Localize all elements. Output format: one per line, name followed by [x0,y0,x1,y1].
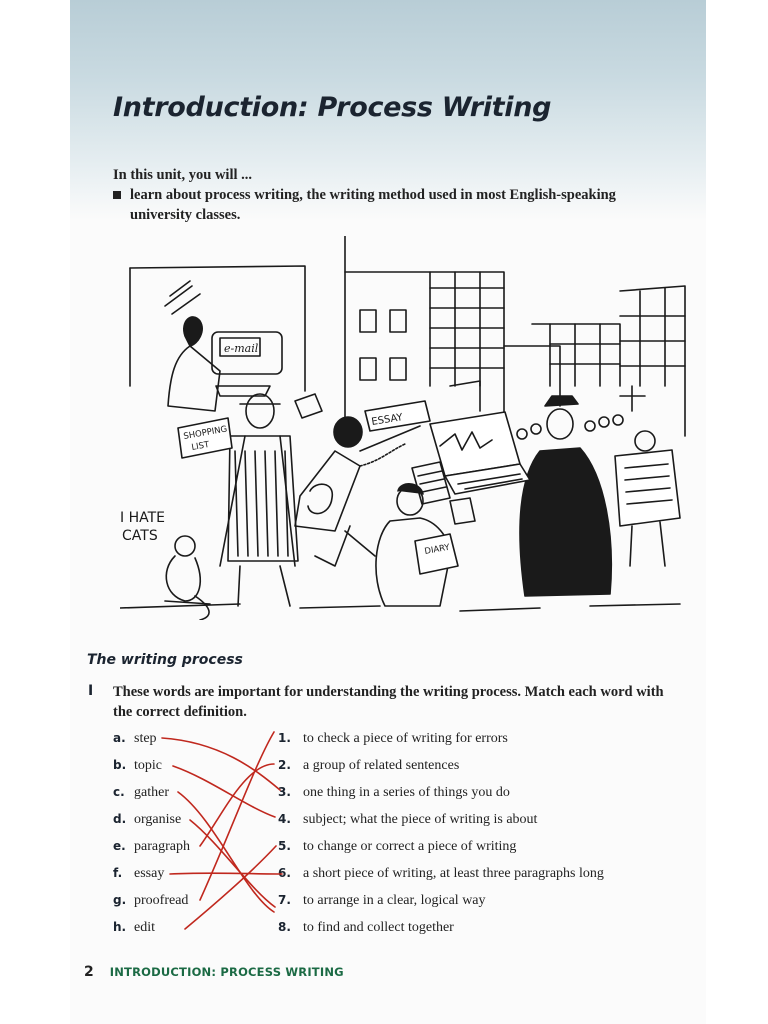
word-text: essay [134,866,165,881]
word-text: organise [134,812,182,827]
definition-text: a group of related sentences [303,758,460,773]
man-with-newspaper [615,431,680,566]
i-hate-cats-line1: I HATE [120,510,165,526]
email-label: e-mail [224,342,259,355]
definition-number: 7. [278,893,291,907]
definition-number: 5. [278,839,291,853]
match-line [170,873,282,874]
page-number: 2 [84,964,94,980]
woman-with-diary [376,484,458,606]
word-text: edit [134,920,155,935]
word-letter: c. [113,785,125,799]
match-line [200,732,274,900]
diary-label: DIARY [423,542,451,557]
page-title: Introduction: Process Writing [113,92,552,123]
word-letter: f. [113,866,123,880]
word-letter: e. [113,839,126,853]
word-text: paragraph [134,839,190,854]
running-title: INTRODUCTION: PROCESS WRITING [109,965,344,979]
word-text: step [134,731,157,746]
ground-line [120,604,680,611]
essay-label: ESSAY [370,412,404,428]
woman-at-computer [168,317,282,411]
mouse-figure [165,536,210,620]
background-crowd [517,415,623,439]
definition-number: 8. [278,920,291,934]
definition-number: 1. [278,731,291,745]
definition-text: one thing in a series of things you do [303,785,510,800]
definition-text: subject; what the piece of writing is about [303,812,538,827]
section-heading: The writing process [87,652,243,668]
word-text: gather [134,785,169,800]
i-hate-cats-line2: CATS [122,528,158,544]
definition-text: to check a piece of writing for errors [303,731,508,746]
man-with-shopping-list [178,394,298,606]
shopping-list-label-line2: LIST [190,440,211,453]
page-footer [84,964,344,980]
window-glare [165,281,200,314]
definition-number: 6. [278,866,291,880]
match-line [162,738,280,790]
matching-lines [70,724,706,940]
definition-text: to change or correct a piece of writing [303,839,517,854]
definition-number: 3. [278,785,291,799]
right-scan-margin [706,0,768,1024]
word-letter: g. [113,893,127,907]
textbook-page [70,0,706,1024]
shopping-list-label-line1: SHOPPING [182,424,229,442]
unit-intro-lead: In this unit, you will ... [113,167,253,183]
exercise-instruction: These words are important for understanding the writing process. Match each word with the correct definition. [113,684,664,720]
definition-number: 4. [278,812,291,826]
window-frame [130,266,305,391]
word-text: proofread [134,893,189,908]
word-letter: d. [113,812,127,826]
word-letter: b. [113,758,127,772]
definition-text: a short piece of writing, at least three paragraphs long [303,866,604,881]
i-hate-cats-sign [120,510,165,544]
definition-text: to arrange in a clear, logical way [303,893,486,908]
cartoon-illustration [120,236,694,620]
word-letter: h. [113,920,127,934]
word-letter: a. [113,731,126,745]
unit-objective-text: learn about process writing, the writing method used in most English-speaking university classes. [130,187,616,223]
square-bullet-icon [113,191,121,199]
exercise-number: I [88,683,94,699]
left-scan-margin [0,0,70,1024]
definition-number: 2. [278,758,291,772]
definition-text: to find and collect together [303,920,454,935]
word-text: topic [134,758,162,773]
